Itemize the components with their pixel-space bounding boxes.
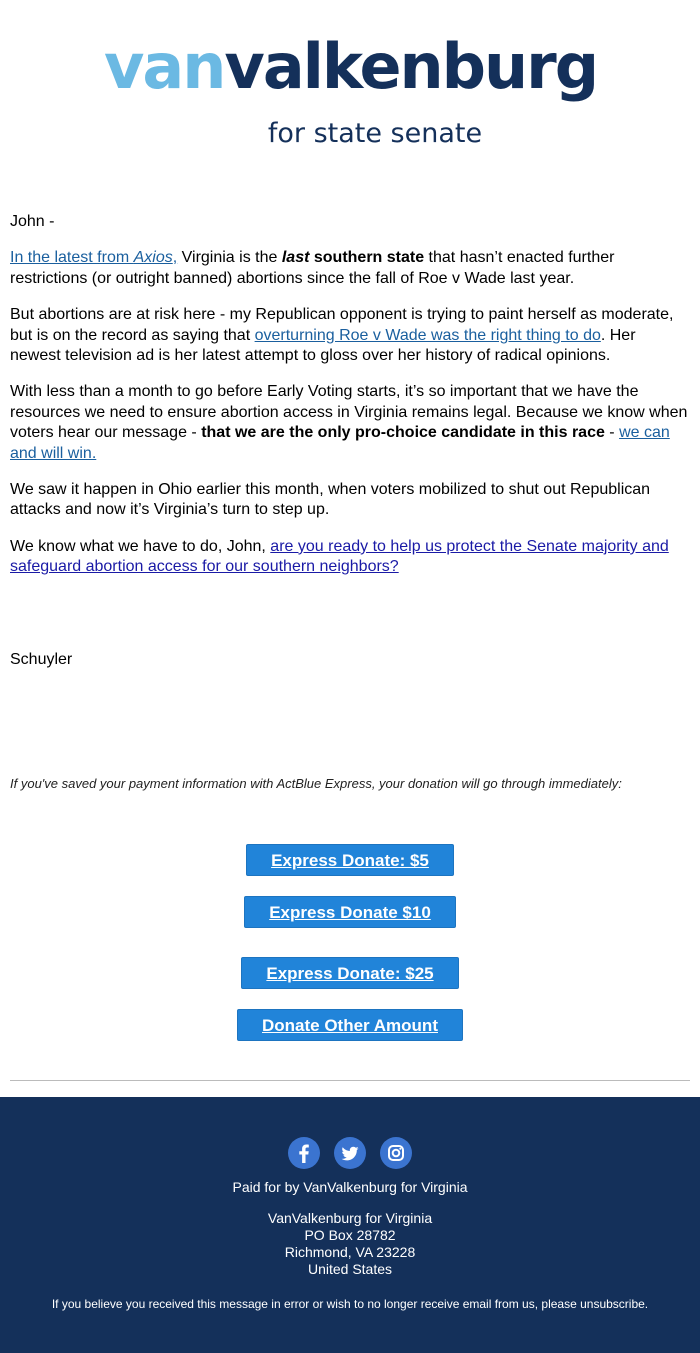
facebook-icon[interactable] bbox=[288, 1137, 320, 1169]
we-will-win-link[interactable]: we can and will win. bbox=[10, 424, 670, 462]
roe-quote-link[interactable]: overturning Roe v Wade was the right thing to do bbox=[254, 326, 601, 344]
address-name: VanValkenburg for Virginia bbox=[267, 1210, 433, 1226]
logo-first-name: van bbox=[104, 30, 225, 103]
express-donate-5-button[interactable]: Express Donate: $5 bbox=[246, 844, 454, 876]
axios-link[interactable]: In the latest from Axios, bbox=[10, 249, 178, 267]
mailing-address bbox=[0, 1210, 700, 1278]
protect-majority-link[interactable]: are you ready to help us protect the Senate majority and safeguard abortion access for our southern neighbors? bbox=[10, 537, 669, 576]
address-line2: Richmond, VA 23228 bbox=[284, 1244, 416, 1260]
divider bbox=[10, 1080, 690, 1081]
paragraph-early-voting: With less than a month to go before Early Voting starts, it’s so important that we have the resources we need to ensure abortion access in Virginia remains legal. Because we know when voters hear our message - that we are the only pro-choice candidate in this race - we can and will win. bbox=[10, 383, 688, 462]
paragraph-call-to-action: We know what we have to do, John, are you ready to help us protect the Senate majority and safeguard abortion access for our southern neighbors? bbox=[10, 537, 669, 576]
logo-last-name: valkenburg bbox=[224, 30, 598, 103]
address-line1: PO Box 28782 bbox=[304, 1227, 396, 1243]
signature: Schuyler bbox=[10, 651, 73, 668]
logo-subtitle: for state senate bbox=[267, 118, 483, 149]
unsubscribe-text[interactable]: If you believe you received this message in error or wish to no longer receive email from us, please unsubscribe. bbox=[51, 1297, 649, 1311]
logo-wordmark bbox=[104, 30, 598, 103]
actblue-express-note: If you've saved your payment information with ActBlue Express, your donation will go through immediately: bbox=[10, 776, 622, 791]
address-country: United States bbox=[307, 1261, 393, 1277]
paragraph-axios: In the latest from Axios, Virginia is the last southern state that hasn’t enacted further restrictions (or outright banned) abortions since the fall of Roe v Wade last year. bbox=[10, 249, 615, 287]
header-logo bbox=[0, 0, 700, 180]
instagram-icon[interactable] bbox=[380, 1137, 412, 1169]
paragraph-opponent: But abortions are at risk here - my Republican opponent is trying to paint herself as moderate, but is on the record as saying that overturning Roe v Wade was the right thing to do. Her newest television ad is her latest attempt to gloss over her history of radical opinions. bbox=[10, 306, 674, 365]
express-donate-10-button[interactable]: Express Donate $10 bbox=[244, 896, 456, 928]
paid-for-disclaimer: Paid for by VanValkenburg for Virginia bbox=[232, 1179, 468, 1195]
paragraph-ohio: We saw it happen in Ohio earlier this month, when voters mobilized to shut out Republican attacks and now it’s Virginia’s turn to step up. bbox=[10, 481, 651, 519]
donate-other-amount-button[interactable]: Donate Other Amount bbox=[237, 1009, 463, 1041]
greeting: John - bbox=[10, 213, 55, 230]
express-donate-25-button[interactable]: Express Donate: $25 bbox=[241, 957, 459, 989]
twitter-icon[interactable] bbox=[334, 1137, 366, 1169]
email-body bbox=[10, 212, 690, 594]
footer bbox=[0, 1097, 700, 1353]
